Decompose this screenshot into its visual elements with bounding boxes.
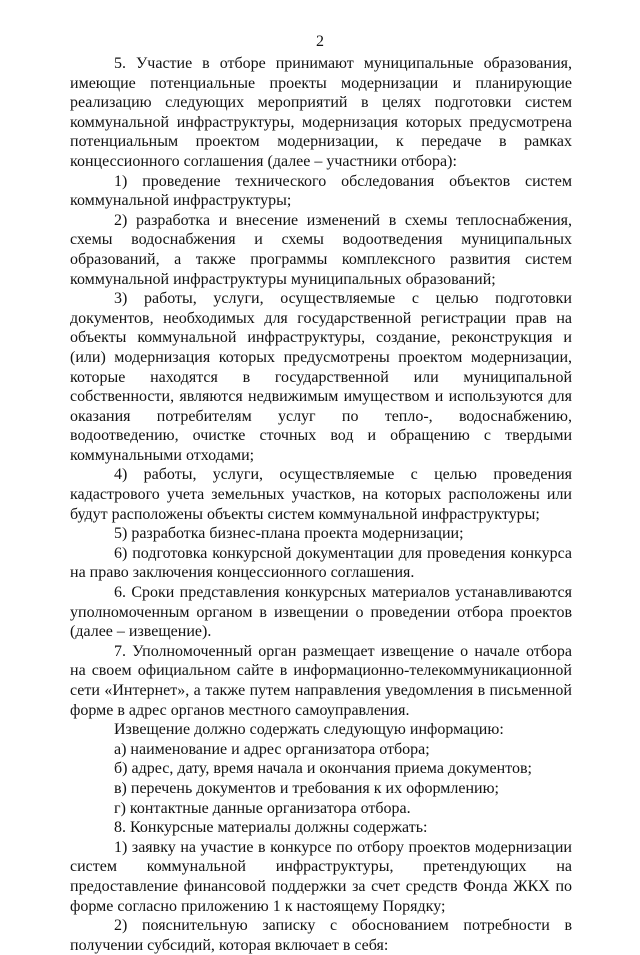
page-number: 2 <box>316 33 324 50</box>
list-item-organizer-name: а) наименование и адрес организатора отбора; <box>114 740 430 758</box>
paragraph-tender-materials: 8. Конкурсные материалы должны содержать: <box>114 819 428 837</box>
paragraph-submission-deadlines: 6. Сроки представления конкурсных материалов устанавливаются уполномоченным органом в извещении о проведении отбора проектов (далее – извещение). <box>70 584 572 641</box>
list-item-registration-works: 3) работы, услуги, осуществляемые с целью подготовки документов, необходимых для государственной регистрации прав на объекты коммунальной инфраструктуры, создание, реконструкция и (или) модернизация которых предусмотрены проектом модернизации, которые находятся в государственной или муниципальной собственности, являются недвижимым имуществом и используются для оказания потребителям услуг по тепло-, водоснабжению, водоотведению, очистке сточных вод и обращению с твердыми коммунальными отходами; <box>70 290 572 464</box>
list-item-supply-schemes: 2) разработка и внесение изменений в схемы теплоснабжения, схемы водоснабжения и схемы водоотведения муниципальных образований, а также программы комплексного развития систем коммунальной инфраструктуры муниципальных образований; <box>70 211 572 288</box>
paragraph-notice-contents: Извещение должно содержать следующую информацию: <box>114 721 504 739</box>
list-item-business-plan: 5) разработка бизнес-плана проекта модернизации; <box>114 525 464 543</box>
list-item-acceptance-dates: б) адрес, дату, время начала и окончания приема документов; <box>114 760 532 778</box>
list-item-tender-documentation: 6) подготовка конкурсной документации для проведения конкурса на право заключения концессионного соглашения. <box>70 544 572 582</box>
list-item-technical-survey: 1) проведение технического обследования объектов систем коммунальной инфраструктуры; <box>70 172 572 210</box>
list-item-cadastral-works: 4) работы, услуги, осуществляемые с целью проведения кадастрового учета земельных участков, на которых расположены или будут расположены объекты систем коммунальной инфраструктуры; <box>70 466 572 523</box>
paragraph-notice-publication: 7. Уполномоченный орган размещает извещение о начале отбора на своем официальном сайте в информационно-телекоммуникационной сети «Интернет», а также путем направления уведомления в письменной форме в адрес органов местного самоуправления. <box>70 642 572 719</box>
list-item-explanatory-note: 2) пояснительную записку с обоснованием потребности в получении субсидий, которая включает в себя: <box>70 917 572 954</box>
document-body <box>70 54 572 955</box>
list-item-application: 1) заявку на участие в конкурсе по отбору проектов модернизации систем коммунальной инфраструктуры, претендующих на предоставление финансовой поддержки за счет средств Фонда ЖКХ по форме согласно приложению 1 к настоящему Порядку; <box>70 838 572 915</box>
list-item-contact-details: г) контактные данные организатора отбора. <box>114 799 411 817</box>
list-item-document-requirements: в) перечень документов и требования к их оформлению; <box>114 779 499 797</box>
paragraph-participants: 5. Участие в отборе принимают муниципальные образования, имеющие потенциальные проекты модернизации и планирующие реализацию следующих мероприятий в целях подготовки систем коммунальной инфраструктуры, модернизация которых предусмотрена потенциальным проектом модернизации, к передаче в рамках концессионного соглашения (далее – участники отбора): <box>70 55 572 170</box>
